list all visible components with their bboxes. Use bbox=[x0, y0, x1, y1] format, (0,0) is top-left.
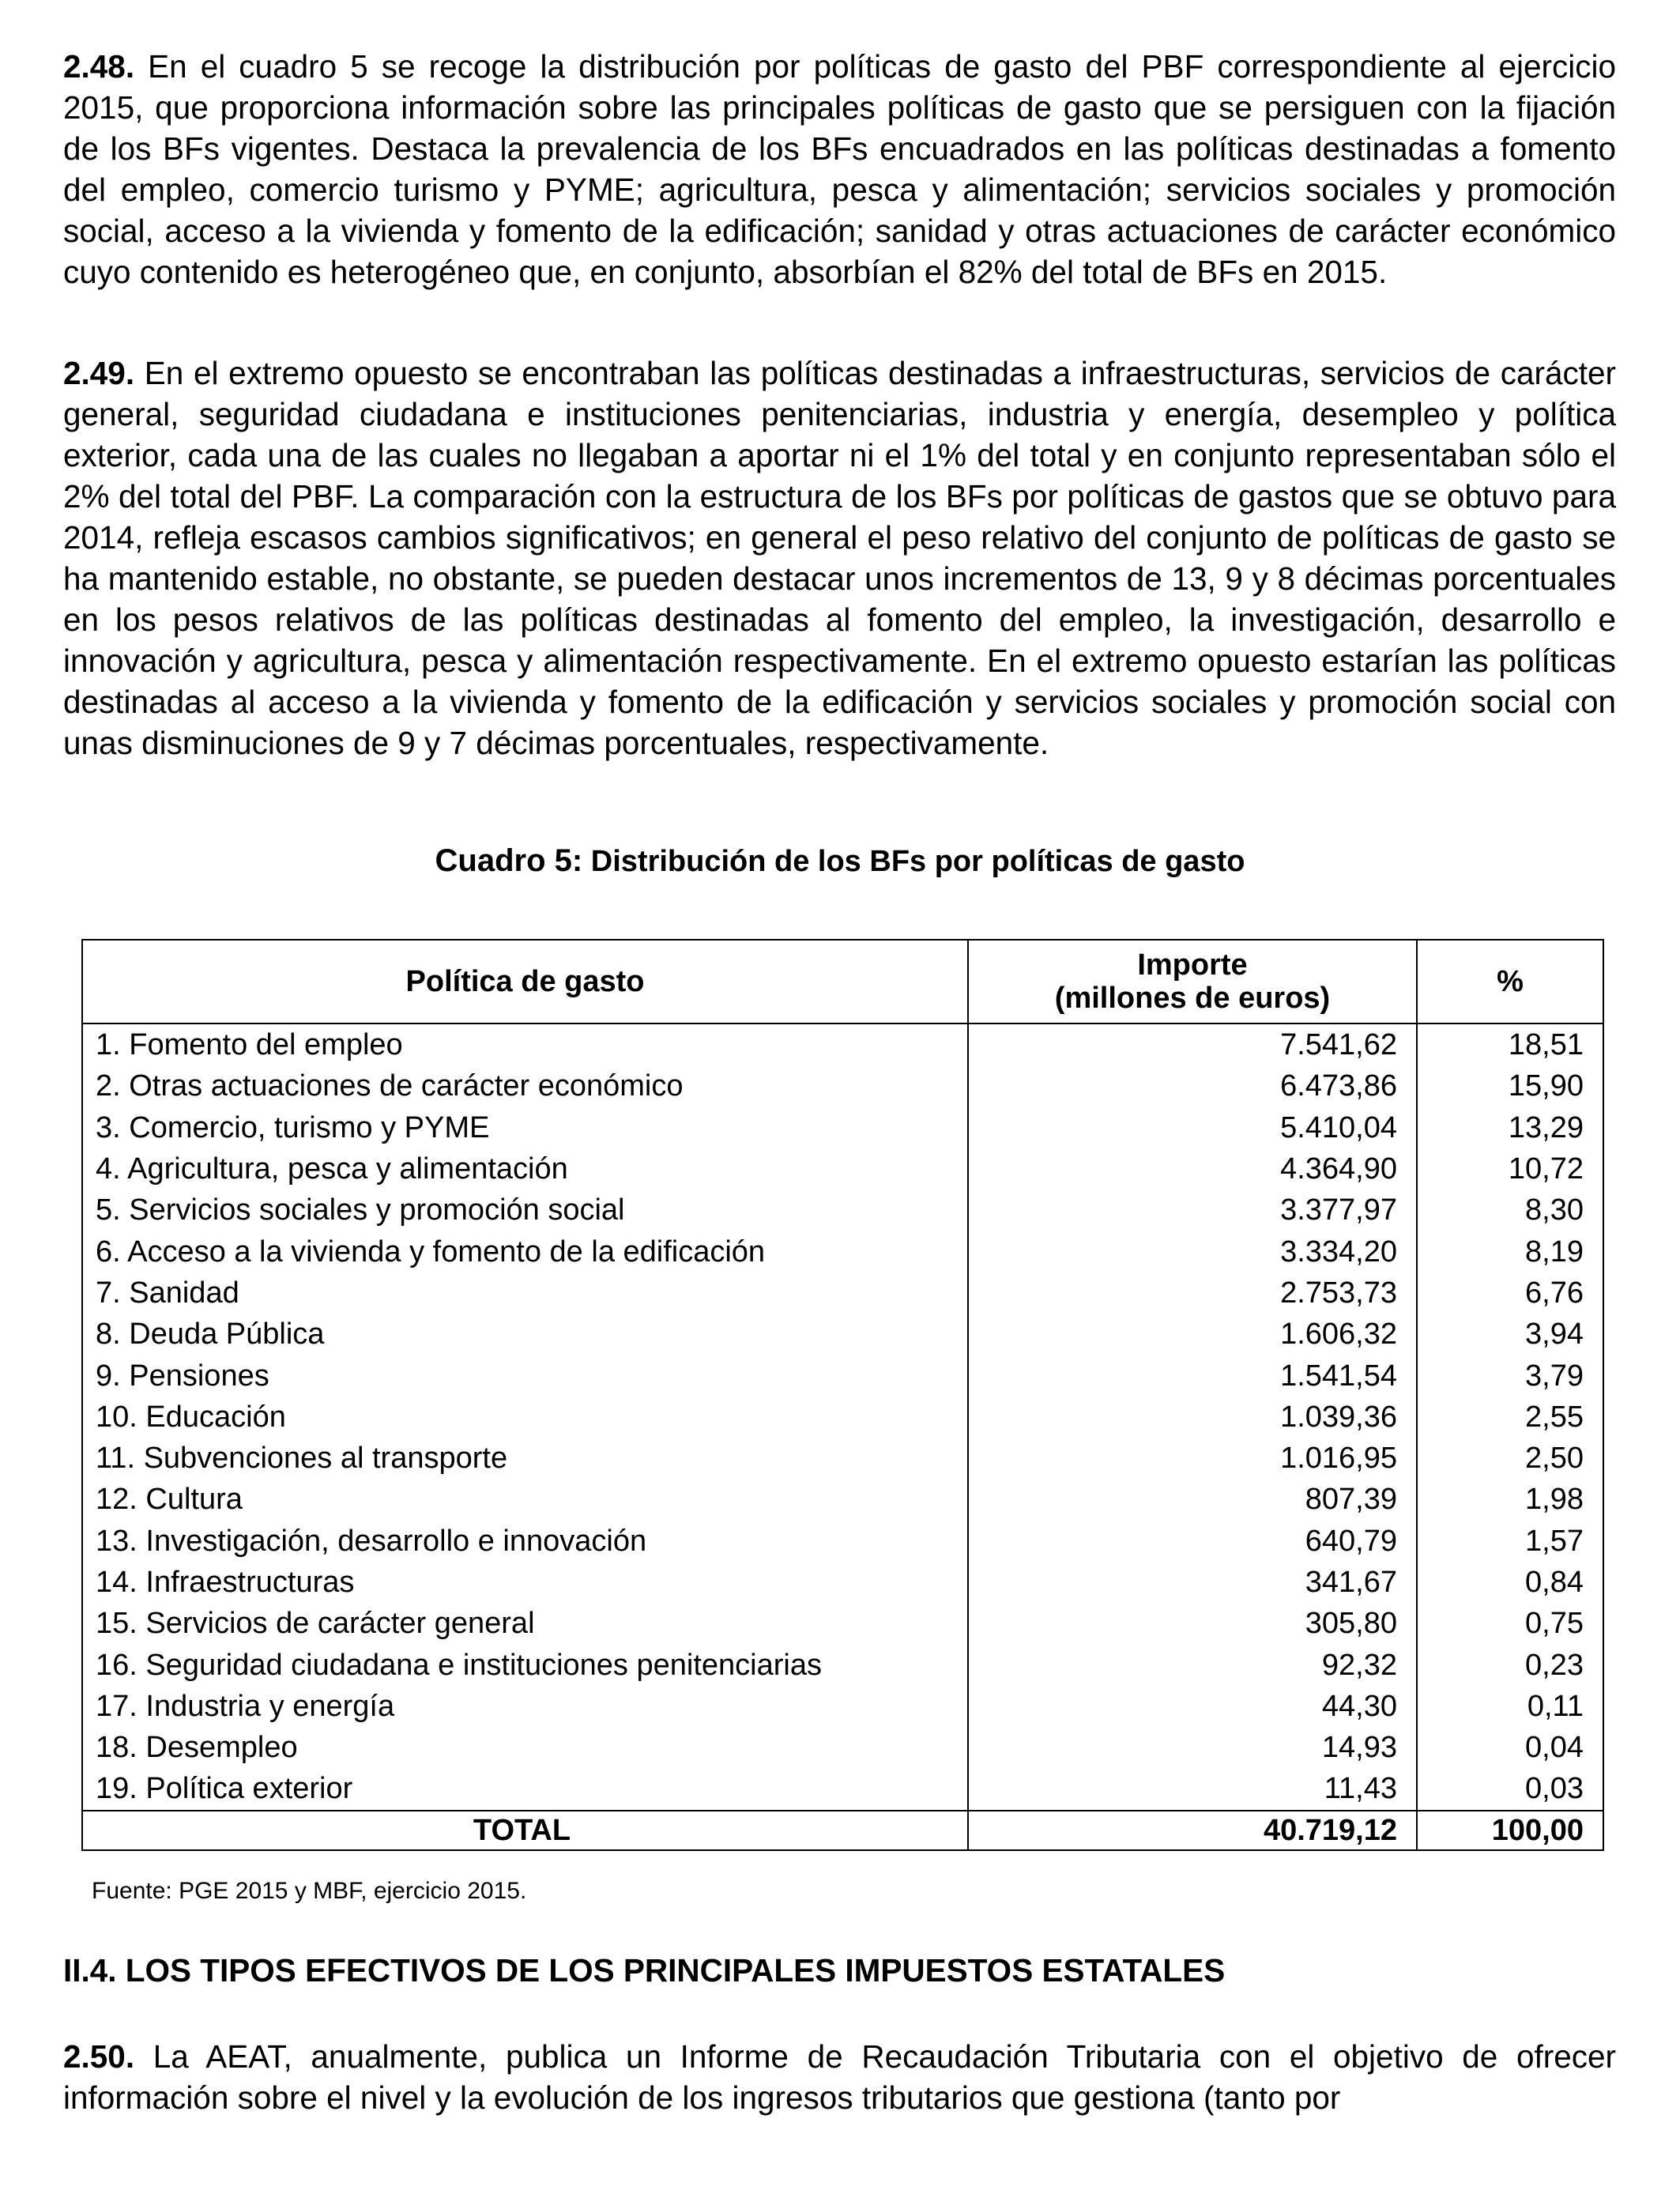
percent-cell: 0,03 bbox=[1417, 1768, 1603, 1810]
paragraph-2-48 bbox=[63, 46, 1616, 292]
policy-cell: 11. Subvenciones al transporte bbox=[82, 1438, 968, 1479]
percent-cell: 3,94 bbox=[1417, 1314, 1603, 1355]
policy-distribution-table bbox=[81, 939, 1604, 1851]
policy-cell: 18. Desempleo bbox=[82, 1727, 968, 1768]
policy-cell: 13. Investigación, desarrollo e innovación bbox=[82, 1521, 968, 1562]
paragraph-text: En el extremo opuesto se encontraban las políticas destinadas a infraestructuras, servicios de carácter general, seguridad ciudadana e instituciones penitenciarias, industria y energía, desempleo y política exterior, cada una de las cuales no llegaban a aportar ni el 1% del total y en conjunto representaban sólo el 2% del total del PBF. La comparación con la estructura de los BFs por políticas de gastos que se obtuvo para 2014, refleja escasos cambios significativos; en general el peso relativo del conjunto de políticas de gasto se ha mantenido estable, no obstante, se pueden destacar unos incrementos de 13, 9 y 8 décimas porcentuales en los pesos relativos de las políticas destinadas al fomento del empleo, la investigación, desarrollo e innovación y agricultura, pesca y alimentación respectivamente. En el extremo opuesto estarían las políticas destinadas al acceso a la vivienda y fomento de la edificación y servicios sociales y promoción social con unas disminuciones de 9 y 7 décimas porcentuales, respectivamente. bbox=[63, 355, 1616, 761]
policy-cell: 3. Comercio, turismo y PYME bbox=[82, 1107, 968, 1148]
table-header-row bbox=[82, 940, 1603, 1023]
policy-cell: 2. Otras actuaciones de carácter económico bbox=[82, 1065, 968, 1106]
amount-cell: 11,43 bbox=[968, 1768, 1417, 1810]
paragraph-2-49 bbox=[63, 352, 1616, 763]
amount-cell: 807,39 bbox=[968, 1479, 1417, 1520]
policy-cell: 5. Servicios sociales y promoción social bbox=[82, 1189, 968, 1231]
policy-cell: 16. Seguridad ciudadana e instituciones penitenciarias bbox=[82, 1644, 968, 1685]
paragraph-number: 2.49. bbox=[63, 355, 135, 391]
policy-cell: 19. Política exterior bbox=[82, 1768, 968, 1810]
amount-cell: 44,30 bbox=[968, 1686, 1417, 1727]
table-row bbox=[82, 1065, 1603, 1106]
amount-cell: 3.334,20 bbox=[968, 1231, 1417, 1272]
amount-cell: 2.753,73 bbox=[968, 1272, 1417, 1314]
percent-cell: 2,55 bbox=[1417, 1397, 1603, 1438]
amount-cell: 1.606,32 bbox=[968, 1314, 1417, 1355]
policy-cell: 15. Servicios de carácter general bbox=[82, 1603, 968, 1644]
paragraph-number: 2.50. bbox=[63, 2038, 135, 2075]
percent-cell: 1,98 bbox=[1417, 1479, 1603, 1520]
total-label: TOTAL bbox=[82, 1811, 968, 1850]
table-row bbox=[82, 1314, 1603, 1355]
amount-cell: 640,79 bbox=[968, 1521, 1417, 1562]
table-row bbox=[82, 1521, 1603, 1562]
amount-cell: 14,93 bbox=[968, 1727, 1417, 1768]
percent-cell: 0,84 bbox=[1417, 1562, 1603, 1603]
header-policy: Política de gasto bbox=[82, 940, 968, 1023]
percent-cell: 0,04 bbox=[1417, 1727, 1603, 1768]
policy-cell: 6. Acceso a la vivienda y fomento de la edificación bbox=[82, 1231, 968, 1272]
header-amount bbox=[968, 940, 1417, 1023]
table-caption-title: Distribución de los BFs por políticas de gasto bbox=[582, 845, 1245, 878]
table-row bbox=[82, 1231, 1603, 1272]
amount-cell: 341,67 bbox=[968, 1562, 1417, 1603]
percent-cell: 0,75 bbox=[1417, 1603, 1603, 1644]
percent-cell: 1,57 bbox=[1417, 1521, 1603, 1562]
policy-cell: 17. Industria y energía bbox=[82, 1686, 968, 1727]
table-row bbox=[82, 1479, 1603, 1520]
amount-cell: 4.364,90 bbox=[968, 1148, 1417, 1189]
amount-cell: 305,80 bbox=[968, 1603, 1417, 1644]
source-note: Fuente: PGE 2015 y MBF, ejercicio 2015. bbox=[92, 1878, 527, 1904]
percent-cell: 0,11 bbox=[1417, 1686, 1603, 1727]
section-heading: II.4. LOS TIPOS EFECTIVOS DE LOS PRINCIPALES IMPUESTOS ESTATALES bbox=[63, 1952, 1226, 1989]
percent-cell: 6,76 bbox=[1417, 1272, 1603, 1314]
table-row bbox=[82, 1727, 1603, 1768]
percent-cell: 18,51 bbox=[1417, 1023, 1603, 1065]
percent-cell: 15,90 bbox=[1417, 1065, 1603, 1106]
amount-cell: 5.410,04 bbox=[968, 1107, 1417, 1148]
policy-cell: 12. Cultura bbox=[82, 1479, 968, 1520]
policy-cell: 4. Agricultura, pesca y alimentación bbox=[82, 1148, 968, 1189]
amount-cell: 7.541,62 bbox=[968, 1023, 1417, 1065]
percent-cell: 10,72 bbox=[1417, 1148, 1603, 1189]
amount-cell: 92,32 bbox=[968, 1644, 1417, 1685]
policy-cell: 8. Deuda Pública bbox=[82, 1314, 968, 1355]
percent-cell: 8,30 bbox=[1417, 1189, 1603, 1231]
paragraph-text: En el cuadro 5 se recoge la distribución por políticas de gasto del PBF correspondiente al ejercicio 2015, que proporciona información sobre las principales políticas de gasto que se persiguen con la fijación de los BFs vigentes. Destaca la prevalencia de los BFs encuadrados en las políticas destinadas a fomento del empleo, comercio turismo y PYME; agricultura, pesca y alimentación; servicios sociales y promoción social, acceso a la vivienda y fomento de la edificación; sanidad y otras actuaciones de carácter económico cuyo contenido es heterogéneo que, en conjunto, absorbían el 82% del total de BFs en 2015. bbox=[63, 48, 1616, 290]
policy-cell: 9. Pensiones bbox=[82, 1355, 968, 1396]
header-percent: % bbox=[1417, 940, 1603, 1023]
table-body bbox=[82, 1023, 1603, 1811]
table-row bbox=[82, 1644, 1603, 1685]
total-percent: 100,00 bbox=[1417, 1811, 1603, 1850]
amount-cell: 6.473,86 bbox=[968, 1065, 1417, 1106]
percent-cell: 8,19 bbox=[1417, 1231, 1603, 1272]
table-row bbox=[82, 1107, 1603, 1148]
paragraph-text: La AEAT, anualmente, publica un Informe de Recaudación Tributaria con el objetivo de ofrecer información sobre el nivel y la evolución de los ingresos tributarios que gestiona (tanto por bbox=[63, 2038, 1616, 2116]
total-row bbox=[82, 1811, 1603, 1850]
paragraph-2-50 bbox=[63, 2036, 1616, 2118]
table-row bbox=[82, 1603, 1603, 1644]
table-row bbox=[82, 1562, 1603, 1603]
amount-cell: 1.039,36 bbox=[968, 1397, 1417, 1438]
amount-cell: 3.377,97 bbox=[968, 1189, 1417, 1231]
policy-cell: 10. Educación bbox=[82, 1397, 968, 1438]
table-row bbox=[82, 1189, 1603, 1231]
amount-cell: 1.541,54 bbox=[968, 1355, 1417, 1396]
table-row bbox=[82, 1438, 1603, 1479]
table-row bbox=[82, 1397, 1603, 1438]
policy-cell: 1. Fomento del empleo bbox=[82, 1023, 968, 1065]
header-amount-line2: (millones de euros) bbox=[1054, 982, 1331, 1015]
table-caption bbox=[0, 841, 1680, 881]
policy-cell: 14. Infraestructuras bbox=[82, 1562, 968, 1603]
table-row bbox=[82, 1148, 1603, 1189]
total-amount: 40.719,12 bbox=[968, 1811, 1417, 1850]
header-amount-line1: Importe bbox=[1137, 948, 1248, 982]
percent-cell: 3,79 bbox=[1417, 1355, 1603, 1396]
percent-cell: 2,50 bbox=[1417, 1438, 1603, 1479]
table-caption-lead: Cuadro 5: bbox=[435, 843, 583, 878]
table-row bbox=[82, 1023, 1603, 1065]
percent-cell: 0,23 bbox=[1417, 1644, 1603, 1685]
policy-cell: 7. Sanidad bbox=[82, 1272, 968, 1314]
table-row bbox=[82, 1355, 1603, 1396]
table-row bbox=[82, 1686, 1603, 1727]
paragraph-number: 2.48. bbox=[63, 48, 135, 85]
table-row bbox=[82, 1272, 1603, 1314]
percent-cell: 13,29 bbox=[1417, 1107, 1603, 1148]
table-row bbox=[82, 1768, 1603, 1810]
amount-cell: 1.016,95 bbox=[968, 1438, 1417, 1479]
